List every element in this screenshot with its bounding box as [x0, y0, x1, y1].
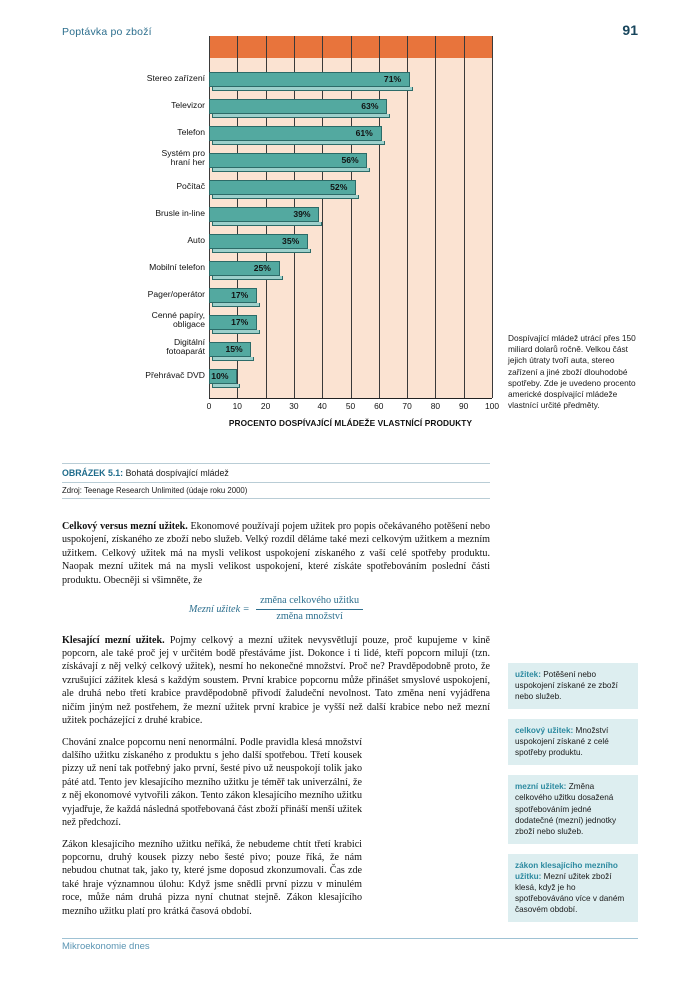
- chart-bar-shadow: [212, 384, 240, 388]
- chart-x-axis-ticks: [206, 399, 499, 413]
- chart-plot-area: [145, 58, 492, 399]
- chart-x-tick-label: 100: [485, 401, 499, 411]
- glossary-term: celkový užitek:: [515, 726, 574, 736]
- chart-category-label-line: Telefon: [177, 127, 205, 137]
- chart-wrapper: [62, 58, 499, 428]
- page-number: 91: [622, 22, 638, 38]
- chart-bar-row: [209, 72, 492, 87]
- chart-bar-row: [209, 99, 492, 114]
- chart-bar-value-label: 71%: [383, 74, 402, 84]
- chart-bar-value-label: 61%: [355, 128, 373, 138]
- chart-category-label-line: Televizor: [171, 100, 205, 110]
- chart-x-axis-title: PROCENTO DOSPÍVAJÍCÍ MLÁDEŽE VLASTNÍCÍ PRODUKTY: [228, 418, 473, 428]
- chart-category-label: [65, 290, 205, 299]
- glossary-definition: Množství uspokojení získané z celé spotřeby produktu.: [515, 726, 609, 758]
- chart-bar-shadow: [212, 195, 359, 199]
- chart-x-tick-label: 70: [402, 401, 412, 411]
- formula-denominator: změna množství: [276, 610, 343, 622]
- chart-bar-shadow: [212, 303, 260, 307]
- running-head-title: Poptávka po zboží: [62, 26, 152, 38]
- chart-category-label: [65, 209, 205, 218]
- glossary-box: [508, 775, 638, 843]
- chart-bar-value-label: 17%: [231, 290, 249, 300]
- paragraph-4: Zákon klesajícího mezního užitku neříká, že nebudeme chtít třetí krabici popcornu, druhý kousek pizzy nebo šesté pivo; pouze říká, že nám nebudou chutnat tak, jako ty, které jsme doposud zkonzumovali. Čas zde také hraje významnou úlohu: Když jsme snědli první pizzu v minulém roce, může nám druhá pizza nyní chutnat stejně. Zákon klesajícího mezního užitku platí pro krátká časová období.: [62, 838, 362, 917]
- chart-category-label: [65, 371, 205, 380]
- chart-bar-value-label: 10%: [211, 371, 229, 381]
- chart-bar-value-label: 15%: [225, 344, 243, 354]
- chart-bar-shadow: [212, 276, 283, 280]
- chart-bars: [209, 58, 492, 398]
- chart-bar-shadow: [212, 114, 390, 118]
- caption-rule-mid: [62, 482, 490, 483]
- chart-category-label: [65, 128, 205, 137]
- chart-category-label-line: Auto: [187, 235, 205, 245]
- chart-category-label: [65, 74, 205, 83]
- footer-rule: [62, 938, 638, 939]
- glossary-definition: Mezní užitek zboží klesá, když je ho spotřebováváno více v daném časovém období.: [515, 871, 625, 914]
- chart-x-tick-label: 80: [430, 401, 441, 411]
- chart-category-label: [65, 338, 205, 356]
- chart-category-label: [65, 182, 205, 191]
- chart-x-tick-label: 30: [289, 401, 299, 411]
- chart-bar-row: [209, 369, 492, 384]
- chart-bar-value-label: 56%: [341, 155, 359, 165]
- chart-category-label-line: Přehrávač DVD: [145, 370, 205, 380]
- chart-bar-row: [209, 288, 492, 303]
- formula-fraction: [256, 595, 363, 624]
- figure-caption: [62, 468, 492, 478]
- chart-x-tick-label: 90: [459, 401, 469, 411]
- chart-bar-row: [209, 342, 492, 357]
- chart-x-tick-label: 60: [374, 401, 384, 411]
- chart-x-tick-label: 0: [206, 401, 212, 411]
- chart-category-label: [65, 101, 205, 110]
- chart-category-label-line: hraní her: [170, 157, 205, 168]
- chart-category-label: [65, 236, 205, 245]
- chart-bar-shadow: [212, 330, 260, 334]
- chart-bar-shadow: [212, 87, 413, 91]
- caption-rule-bottom: [62, 498, 490, 499]
- chart-bar-value-label: 35%: [282, 236, 300, 246]
- chart-category-label: [65, 311, 205, 329]
- chart-category-label-line: Mobilní telefon: [149, 262, 205, 272]
- paragraph-total-vs-marginal: [62, 520, 490, 587]
- chart-bar-row: [209, 207, 492, 222]
- paragraph-diminishing-lead: [62, 634, 490, 728]
- paragraph-lead-2: Klesající mezní užitek.: [62, 634, 165, 646]
- chart-bar-shadow: [212, 168, 370, 172]
- chart-category-label: [65, 263, 205, 272]
- chart-bar-value-label: 39%: [293, 209, 311, 219]
- chart-bar-row: [209, 126, 492, 141]
- paragraph-lead-1: Celkový versus mezní užitek.: [62, 521, 188, 532]
- glossary-definition: Změna celkového užitku dosažená spotřebováním jedné dodatečné (mezní) jednotky zboží nebo služeb.: [515, 782, 617, 836]
- chart-bar-value-label: 17%: [231, 317, 249, 327]
- chart-x-tick-label: 20: [260, 401, 271, 411]
- chart-category-label: [65, 149, 205, 167]
- caption-rule-top: [62, 463, 490, 464]
- glossary-column: [508, 663, 638, 932]
- chart-bar-value-label: 63%: [361, 101, 379, 111]
- gridline: [492, 36, 493, 398]
- chart-bar-value-label: 52%: [330, 182, 348, 192]
- glossary-definition: Potěšení nebo uspokojení získané ze zboží nebo služeb.: [515, 670, 618, 702]
- paragraph-3: Chování znalce popcornu není nenormální. Podle pravidla klesá množství dalšího užitku získaného z produktu s jeho další spotřebou. Třetí kousek pizzy už není tak potřebný jako první, šesté pivo už neuspokojí tolik jako páté atd. Tento jev klesajícího mezního užitku je téměř tak univerzální, že z něj ekonomové vytvořili zákon. Tento zákon klesajícího mezního užitku vyjadřuje, že každá následná spotřebovaná část zboží přináší menší užitek než předchozí.: [62, 736, 362, 829]
- chart-bar-shadow: [212, 357, 254, 361]
- chart-x-tick-label: 40: [317, 401, 327, 411]
- chart-bar-value-label: 25%: [253, 263, 271, 273]
- chart-category-label-line: Brusle in-line: [155, 208, 205, 218]
- chart-bar-shadow: [212, 249, 311, 253]
- figure-source: Zdroj: Teenage Research Unlimited (údaje roku 2000): [62, 486, 248, 495]
- formula-numerator: změna celkového užitku: [256, 595, 363, 610]
- chart-bar-shadow: [212, 222, 322, 226]
- chart-bar-row: [209, 153, 492, 168]
- glossary-box: [508, 663, 638, 709]
- chart-bar: [209, 72, 410, 87]
- marginal-utility-formula: [62, 595, 490, 624]
- chart-bar-row: [209, 261, 492, 276]
- chart-category-label-line: Digitální: [173, 337, 205, 347]
- body-text-column: [62, 520, 490, 926]
- chart-bar-row: [209, 315, 492, 330]
- chart-bar-row: [209, 234, 492, 249]
- chart-bar-shadow: [212, 141, 385, 145]
- chart-bar-row: [209, 180, 492, 195]
- formula-left-side: Mezní užitek =: [188, 603, 250, 615]
- paragraph-body-1: Ekonomové používají pojem užitek pro popis očekávaného potěšení nebo uspokojení, získaného ze zboží nebo služeb. Velký rozdíl děláme také mezi celkovým užitkem a mezním užitkem. Celkový užitek má na mysli velikost uspokojení získaného z vaší celé spotřeby produktu. Naopak mezní užitek má na mysli velikost uspokojení, které získáte spotřebováním poslední části produktu. Obecněji si všimněte, že: [62, 521, 490, 586]
- glossary-term: užitek:: [515, 670, 541, 679]
- chart-category-label-line: Stereo zařízení: [146, 73, 205, 83]
- glossary-box: [508, 854, 638, 922]
- chart-x-tick-label: 50: [345, 401, 356, 411]
- figure-caption-text: Bohatá dospívající mládež: [125, 468, 229, 478]
- glossary-term: zákon klesajícího mezního užitku:: [515, 860, 618, 881]
- paragraph-body-2: Pojmy celkový a mezní užitek nevysvětlují pouze, proč kupujeme v kině popcorn, ale také proč jej v určitém bodě přestáváme jíst. Dokonce i ti lidé, kteří popcorn milují (tzn. získávají z něj velký celkový užitek), nesmí ho nekonečné množství. Proč ne? Pravděpodobně proto, že vzrušující zážitek klesá s každým soustem. První krabice popcornu může přinášet smyslové uspokojení, ale druhá nebo třetí krabice pravděpodobně přivodí žaludeční nevolnost. Tato změna není vyjádřena ničím jiným než postřehem, že mezní užitek první krabice je vyšší než další krabice nebo než mezní užitek pocházející z druhé krabice.: [62, 634, 490, 727]
- chart-category-label-line: Systém pro: [161, 148, 205, 158]
- figure-side-note: Dospívající mládež utrácí přes 150 miliard dolarů ročně. Velkou část jejich útraty tvoří auta, stereo zařízení a jiné zboží dlouhodobé spotřeby. Zde je uvedeno procento americké dospívající mládeže vlastnící určité předměty.: [508, 333, 636, 411]
- footer-text: Mikroekonomie dnes: [62, 941, 150, 952]
- chart-category-label-line: Pager/operátor: [147, 289, 205, 299]
- chart-category-label-line: Počítač: [176, 181, 205, 191]
- chart-x-tick-label: 10: [232, 401, 242, 411]
- chart-category-label-line: obligace: [172, 319, 205, 330]
- chart-category-label-line: Cenné papíry,: [151, 310, 205, 320]
- chart-category-label-line: fotoaparát: [166, 346, 205, 357]
- glossary-box: [508, 719, 638, 765]
- figure-caption-label: OBRÁZEK 5.1:: [62, 468, 124, 478]
- glossary-term: mezní užitek:: [515, 782, 567, 792]
